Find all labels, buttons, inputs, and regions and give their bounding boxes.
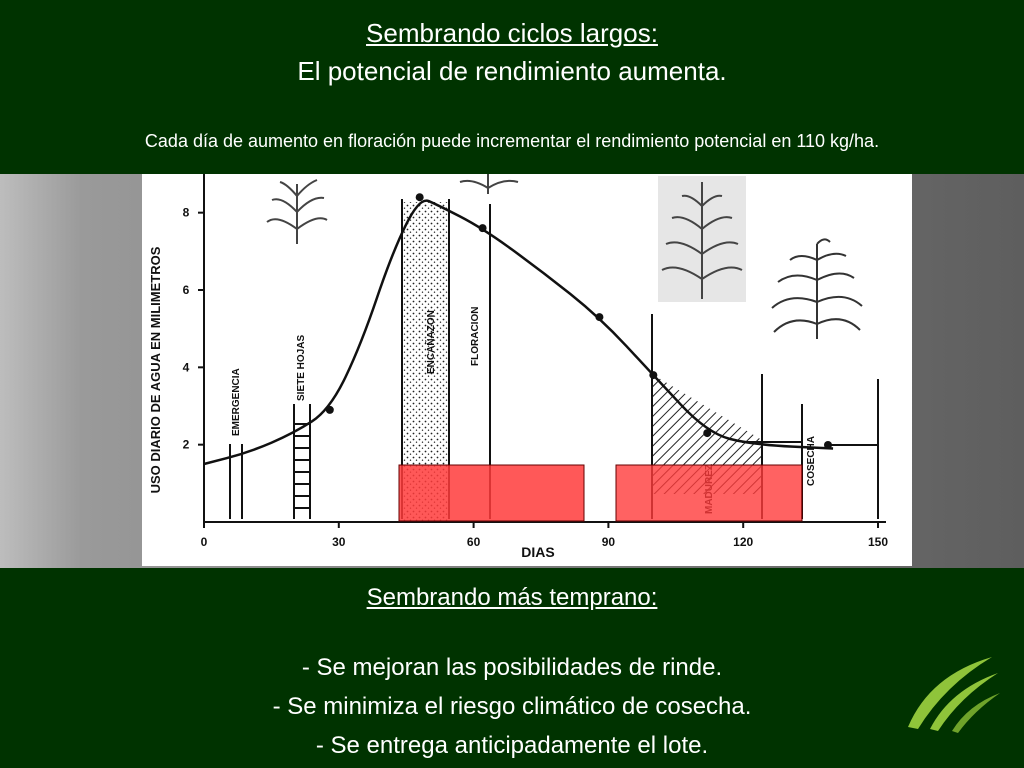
bullet-item: - Se entrega anticipadamente el lote.: [315, 732, 709, 759]
highlight-box-early: [399, 465, 584, 521]
slide-note: Cada día de aumento en floración puede incrementar el rendimiento potencial en 110 kg/ha.: [144, 131, 880, 151]
series-point: [595, 313, 603, 321]
series-point: [649, 371, 657, 379]
y-tick-label: 4: [182, 360, 190, 375]
stage-label-cosecha: COSECHA: [806, 435, 817, 486]
water-use-chart: [142, 174, 912, 566]
series-point: [479, 224, 487, 232]
cosecha-point: [824, 441, 832, 449]
plant-icon-growing: [460, 174, 518, 194]
stage-label-emergencia: EMERGENCIA: [231, 368, 242, 436]
x-tick-label: 150: [867, 535, 889, 549]
slide-title: Sembrando ciclos largos:: [366, 18, 658, 48]
plant-icon-mature: [772, 239, 862, 339]
bottom-title: Sembrando más temprano:: [366, 584, 658, 611]
y-tick-label: 2: [182, 437, 190, 452]
x-tick-label: 120: [733, 535, 754, 549]
y-tick-label: 6: [182, 283, 190, 297]
x-tick-label: 0: [200, 535, 208, 549]
footer-band: [0, 568, 1024, 768]
leaf-logo-icon: [900, 655, 1000, 735]
y-axis-label: USO DIARIO DE AGUA EN MILIMETROS: [148, 246, 163, 494]
y-tick-label: 8: [182, 205, 190, 220]
y-axis-ticks: [183, 206, 204, 452]
highlight-box-late: [616, 465, 802, 521]
bullet-item: - Se minimiza el riesgo climático de cosecha.: [272, 693, 752, 720]
x-tick-label: 60: [466, 535, 481, 549]
x-axis-label: DIAS: [521, 544, 555, 560]
chart-panel: [142, 174, 912, 566]
x-tick-label: 90: [601, 535, 616, 549]
header-band: [0, 0, 1024, 174]
series-point: [703, 429, 711, 437]
stage-label-siete-hojas: SIETE HOJAS: [296, 334, 307, 401]
series-point: [416, 193, 424, 201]
bullet-item: - Se mejoran las posibilidades de rinde.: [301, 654, 723, 681]
siete-hojas-ladder: [294, 424, 310, 508]
stage-label-floracion: FLORACION: [470, 306, 481, 366]
stage-label-encanazon: ENCAÑAZON: [426, 310, 437, 374]
x-tick-label: 30: [332, 535, 346, 549]
plant-icon-young: [267, 180, 327, 244]
slide-subtitle: El potencial de rendimiento aumenta.: [297, 56, 727, 86]
series-point: [326, 406, 334, 414]
